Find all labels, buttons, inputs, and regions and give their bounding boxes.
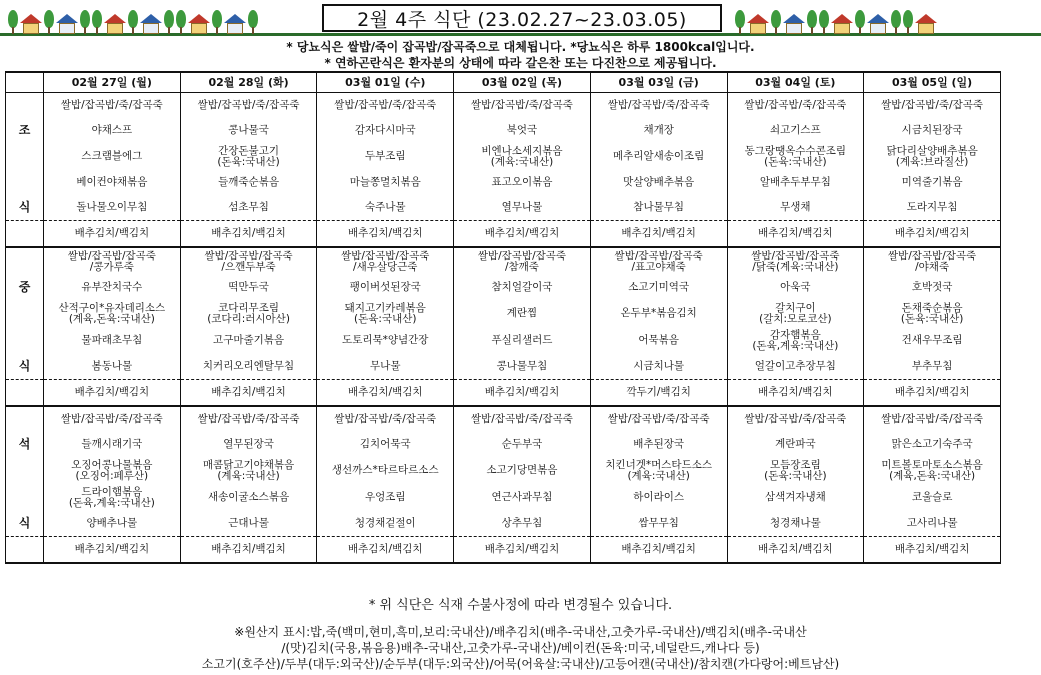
menu-cell: 콩나물국 <box>180 118 317 143</box>
house-icon <box>188 14 210 34</box>
tree-icon <box>891 10 901 34</box>
menu-row <box>6 275 1001 300</box>
menu-cell: 청경채나물 <box>727 511 864 537</box>
menu-cell: 배추김치/백김치 <box>590 537 727 564</box>
menu-cell: 아욱국 <box>727 275 864 300</box>
menu-cell: 산적구이*유자데리소스 (계육,돈육:국내산) <box>44 300 181 327</box>
menu-cell: 쇠고기스프 <box>727 118 864 143</box>
meal-label-cell <box>6 406 44 432</box>
tree-icon <box>819 10 829 34</box>
menu-cell: 상추무침 <box>454 511 591 537</box>
menu-cell: 쌀밥/잡곡밥/죽/잡곡죽 <box>44 406 181 432</box>
menu-row <box>6 432 1001 457</box>
menu-cell: 소고기미역국 <box>590 275 727 300</box>
house-icon <box>104 14 126 34</box>
house-icon <box>20 14 42 34</box>
menu-cell: 온두부*볶음김치 <box>590 300 727 327</box>
menu-cell: 매콤닭고기야채볶음 (계육:국내산) <box>180 457 317 484</box>
menu-cell: 청경채겉절이 <box>317 511 454 537</box>
page-title: 2월 4주 식단 (23.02.27~23.03.05) <box>322 4 722 32</box>
menu-cell: 도토리묵*양념간장 <box>317 327 454 354</box>
menu-cell: 쌀밥/잡곡밥/잡곡죽 /콩가루죽 <box>44 247 181 275</box>
menu-cell: 배추김치/백김치 <box>180 221 317 248</box>
menu-cell: 생선까스*타르타르소스 <box>317 457 454 484</box>
menu-cell: 무나물 <box>317 354 454 380</box>
menu-cell: 참치얼갈이국 <box>454 275 591 300</box>
menu-cell: 팽이버섯된장국 <box>317 275 454 300</box>
meal-label-cell <box>6 170 44 195</box>
day-header: 03월 04일 (토) <box>727 72 864 93</box>
menu-cell: 배추김치/백김치 <box>727 221 864 248</box>
menu-cell: 감자다시마국 <box>317 118 454 143</box>
menu-cell: 배추김치/백김치 <box>864 380 1001 407</box>
menu-cell: 감자햄볶음 (돈육,계육:국내산) <box>727 327 864 354</box>
menu-cell: 쌀밥/잡곡밥/죽/잡곡죽 <box>590 406 727 432</box>
menu-cell: 쌀밥/잡곡밥/죽/잡곡죽 <box>727 406 864 432</box>
menu-cell: 쌀밥/잡곡밥/죽/잡곡죽 <box>317 93 454 119</box>
menu-cell: 건새우무조림 <box>864 327 1001 354</box>
tree-icon <box>807 10 817 34</box>
tree-icon <box>44 10 54 34</box>
menu-cell: 호박젓국 <box>864 275 1001 300</box>
house-icon <box>747 14 769 34</box>
meal-label-cell <box>6 484 44 511</box>
menu-cell: 봄동나물 <box>44 354 181 380</box>
house-icon <box>224 14 246 34</box>
day-header-row <box>6 72 1001 93</box>
menu-cell: 표고오이볶음 <box>454 170 591 195</box>
menu-cell: 쌈무무침 <box>590 511 727 537</box>
day-header: 02월 28일 (화) <box>180 72 317 93</box>
menu-cell: 두부조림 <box>317 143 454 170</box>
meal-label-cell <box>6 93 44 119</box>
day-header: 03월 03일 (금) <box>590 72 727 93</box>
tree-icon <box>248 10 258 34</box>
tree-icon <box>8 10 18 34</box>
menu-cell: 오징어콩나물볶음 (오징어:페루산) <box>44 457 181 484</box>
menu-row <box>6 300 1001 327</box>
house-icon <box>140 14 162 34</box>
menu-cell: 참나물무침 <box>590 195 727 221</box>
menu-cell: 코울슬로 <box>864 484 1001 511</box>
menu-cell: 순두부국 <box>454 432 591 457</box>
menu-row <box>6 327 1001 354</box>
menu-cell: 콩나물무침 <box>454 354 591 380</box>
menu-cell: 무생채 <box>727 195 864 221</box>
menu-cell: 간장돈불고기 (돈육:국내산) <box>180 143 317 170</box>
menu-row <box>6 195 1001 221</box>
day-header: 03월 01일 (수) <box>317 72 454 93</box>
meal-label-cell <box>6 537 44 564</box>
menu-cell: 물파래초무침 <box>44 327 181 354</box>
menu-cell: 하이라이스 <box>590 484 727 511</box>
menu-cell: 쌀밥/잡곡밥/잡곡죽 /참깨죽 <box>454 247 591 275</box>
house-icon <box>831 14 853 34</box>
menu-row <box>6 511 1001 537</box>
menu-cell: 들깨죽순볶음 <box>180 170 317 195</box>
tree-icon <box>855 10 865 34</box>
tree-icon <box>903 10 913 34</box>
house-icon <box>783 14 805 34</box>
menu-row <box>6 118 1001 143</box>
right-village-decoration <box>735 2 937 34</box>
menu-cell: 맑은소고기숙주국 <box>864 432 1001 457</box>
menu-cell: 쌀밥/잡곡밥/죽/잡곡죽 <box>864 93 1001 119</box>
menu-cell: 얼갈이고추장무침 <box>727 354 864 380</box>
menu-row <box>6 354 1001 380</box>
menu-cell: 배추김치/백김치 <box>454 380 591 407</box>
menu-cell: 고사리나물 <box>864 511 1001 537</box>
menu-cell: 시금치된장국 <box>864 118 1001 143</box>
meal-label-cell <box>6 380 44 407</box>
meal-label-cell <box>6 300 44 327</box>
tree-icon <box>176 10 186 34</box>
menu-cell: 미역줄기볶음 <box>864 170 1001 195</box>
menu-cell: 쌀밥/잡곡밥/잡곡죽 /표고야채죽 <box>590 247 727 275</box>
header-banner <box>0 0 1041 36</box>
menu-row <box>6 221 1001 248</box>
corner-cell <box>6 72 44 93</box>
menu-cell: 배추김치/백김치 <box>590 221 727 248</box>
menu-cell: 알배추두부무침 <box>727 170 864 195</box>
menu-cell: 갈치구이 (갈치:모로코산) <box>727 300 864 327</box>
menu-cell: 코다리무조림 (코다리:러시아산) <box>180 300 317 327</box>
menu-cell: 모듬장조림 (돈육:국내산) <box>727 457 864 484</box>
menu-cell: 쌀밥/잡곡밥/죽/잡곡죽 <box>317 406 454 432</box>
menu-cell: 드라이햄볶음 (돈육,계육:국내산) <box>44 484 181 511</box>
menu-row <box>6 93 1001 119</box>
day-header: 02월 27일 (월) <box>44 72 181 93</box>
menu-cell: 도라지무침 <box>864 195 1001 221</box>
menu-cell: 미트볼토마토소스볶음 (계육,돈육:국내산) <box>864 457 1001 484</box>
day-header: 03월 02일 (목) <box>454 72 591 93</box>
origin-line: 소고기(호주산)/두부(대두:외국산)/순두부(대두:외국산)/어묵(어육살:국내산)/고등어캔(국내산)/참치캔(가다랑어:베트남산) <box>201 657 840 671</box>
menu-cell: 부추무침 <box>864 354 1001 380</box>
menu-row <box>6 143 1001 170</box>
menu-cell: 떡만두국 <box>180 275 317 300</box>
menu-cell: 양배추나물 <box>44 511 181 537</box>
menu-cell: 맛살양배추볶음 <box>590 170 727 195</box>
menu-cell: 쌀밥/잡곡밥/죽/잡곡죽 <box>180 406 317 432</box>
menu-cell: 유부잔치국수 <box>44 275 181 300</box>
notice-dysphagia: * 연하곤란식은 환자분의 상태에 따라 갈은찬 또는 다진찬으로 제공됩니다. <box>324 56 717 70</box>
menu-row <box>6 170 1001 195</box>
menu-change-notice: * 위 식단은 식재 수불사정에 따라 변경될수 있습니다. <box>368 598 673 613</box>
menu-cell: 배추김치/백김치 <box>317 380 454 407</box>
menu-cell: 돼지고기카레볶음 (돈육:국내산) <box>317 300 454 327</box>
menu-row <box>6 537 1001 564</box>
menu-cell: 열무된장국 <box>180 432 317 457</box>
notice-diabetic: * 당뇨식은 쌀밥/죽이 잡곡밥/잡곡죽으로 대체됩니다. *당뇨식은 하루 1800kcal입니다. <box>286 40 755 54</box>
meal-label-cell <box>6 457 44 484</box>
menu-cell: 배추김치/백김치 <box>864 537 1001 564</box>
menu-row <box>6 380 1001 407</box>
menu-cell: 배추김치/백김치 <box>180 537 317 564</box>
menu-cell: 배추김치/백김치 <box>44 380 181 407</box>
menu-row <box>6 457 1001 484</box>
menu-cell: 닭다리살양배추볶음 (계육:브라질산) <box>864 143 1001 170</box>
meal-label: 중 <box>6 275 44 300</box>
menu-cell: 돌나물오이무침 <box>44 195 181 221</box>
house-icon <box>915 14 937 34</box>
menu-cell: 깍두기/백김치 <box>590 380 727 407</box>
meal-label: 식 <box>6 195 44 221</box>
meal-label: 석 <box>6 432 44 457</box>
menu-cell: 어묵볶음 <box>590 327 727 354</box>
menu-row <box>6 406 1001 432</box>
tree-icon <box>164 10 174 34</box>
menu-cell: 고구마줄기볶음 <box>180 327 317 354</box>
origin-line: ※원산지 표시:밥,죽(백미,현미,흑미,보리:국내산)/배추김치(배추-국내산,고춧가루-국내산)/백김치(배추-국내산 <box>234 625 807 639</box>
menu-cell: 북엇국 <box>454 118 591 143</box>
menu-cell: 돈채죽순볶음 (돈육:국내산) <box>864 300 1001 327</box>
menu-cell: 쌀밥/잡곡밥/잡곡죽 /으깬두부죽 <box>180 247 317 275</box>
menu-cell: 김치어묵국 <box>317 432 454 457</box>
menu-cell: 배추김치/백김치 <box>44 221 181 248</box>
menu-cell: 동그랑땡옥수수콘조림 (돈육:국내산) <box>727 143 864 170</box>
meal-label-cell <box>6 143 44 170</box>
menu-cell: 스크램블에그 <box>44 143 181 170</box>
menu-cell: 베이컨야채볶음 <box>44 170 181 195</box>
tree-icon <box>92 10 102 34</box>
menu-cell: 배추된장국 <box>590 432 727 457</box>
menu-cell: 배추김치/백김치 <box>317 221 454 248</box>
menu-cell: 쌀밥/잡곡밥/죽/잡곡죽 <box>727 93 864 119</box>
menu-cell: 배추김치/백김치 <box>317 537 454 564</box>
meal-label: 조 <box>6 118 44 143</box>
menu-cell: 채개장 <box>590 118 727 143</box>
origin-line: /(맛)김치(국용,볶음용)배추-국내산,고춧가루-국내산)/베이컨(돈육:미국,네덜란드,캐나다 등) <box>281 641 760 655</box>
menu-cell: 쌀밥/잡곡밥/죽/잡곡죽 <box>180 93 317 119</box>
menu-cell: 쌀밥/잡곡밥/죽/잡곡죽 <box>864 406 1001 432</box>
menu-cell: 쌀밥/잡곡밥/죽/잡곡죽 <box>44 93 181 119</box>
meal-label: 식 <box>6 511 44 537</box>
menu-cell: 배추김치/백김치 <box>727 537 864 564</box>
tree-icon <box>80 10 90 34</box>
menu-cell: 시금치나물 <box>590 354 727 380</box>
left-village-decoration <box>8 2 258 34</box>
menu-cell: 쌀밥/잡곡밥/잡곡죽 /닭죽(계육:국내산) <box>727 247 864 275</box>
menu-cell: 계란찜 <box>454 300 591 327</box>
menu-cell: 쌀밥/잡곡밥/죽/잡곡죽 <box>454 93 591 119</box>
menu-cell: 숙주나물 <box>317 195 454 221</box>
menu-cell: 마늘쫑멸치볶음 <box>317 170 454 195</box>
menu-cell: 근대나물 <box>180 511 317 537</box>
meal-label-cell <box>6 247 44 275</box>
menu-cell: 배추김치/백김치 <box>454 221 591 248</box>
menu-cell: 열무나물 <box>454 195 591 221</box>
menu-cell: 들깨시래기국 <box>44 432 181 457</box>
house-icon <box>56 14 78 34</box>
menu-cell: 쌀밥/잡곡밥/죽/잡곡죽 <box>454 406 591 432</box>
menu-cell: 새송이굴소스볶음 <box>180 484 317 511</box>
tree-icon <box>128 10 138 34</box>
menu-cell: 쌀밥/잡곡밥/잡곡죽 /야채죽 <box>864 247 1001 275</box>
day-header: 03월 05일 (일) <box>864 72 1001 93</box>
menu-cell: 쌀밥/잡곡밥/잡곡죽 /새우살당근죽 <box>317 247 454 275</box>
menu-cell: 야채스프 <box>44 118 181 143</box>
menu-cell: 우엉조림 <box>317 484 454 511</box>
menu-cell: 배추김치/백김치 <box>727 380 864 407</box>
menu-row <box>6 484 1001 511</box>
menu-cell: 배추김치/백김치 <box>454 537 591 564</box>
menu-cell: 메추리알새송이조림 <box>590 143 727 170</box>
house-icon <box>867 14 889 34</box>
meal-label-cell <box>6 221 44 248</box>
menu-cell: 치킨너겟*머스타드소스 (계육:국내산) <box>590 457 727 484</box>
menu-cell: 소고기당면볶음 <box>454 457 591 484</box>
tree-icon <box>735 10 745 34</box>
menu-cell: 섬초무침 <box>180 195 317 221</box>
meal-label: 식 <box>6 354 44 380</box>
tree-icon <box>212 10 222 34</box>
tree-icon <box>771 10 781 34</box>
meal-label-cell <box>6 327 44 354</box>
menu-cell: 계란파국 <box>727 432 864 457</box>
weekly-menu-table <box>5 71 1001 564</box>
menu-cell: 연근사과무침 <box>454 484 591 511</box>
menu-cell: 쌀밥/잡곡밥/죽/잡곡죽 <box>590 93 727 119</box>
menu-cell: 푸실리샐러드 <box>454 327 591 354</box>
menu-cell: 배추김치/백김치 <box>864 221 1001 248</box>
menu-cell: 비엔나소세지볶음 (계육:국내산) <box>454 143 591 170</box>
menu-cell: 치커리오리엔탈무침 <box>180 354 317 380</box>
menu-cell: 배추김치/백김치 <box>44 537 181 564</box>
menu-row <box>6 247 1001 275</box>
menu-cell: 배추김치/백김치 <box>180 380 317 407</box>
menu-cell: 삼색겨자냉채 <box>727 484 864 511</box>
